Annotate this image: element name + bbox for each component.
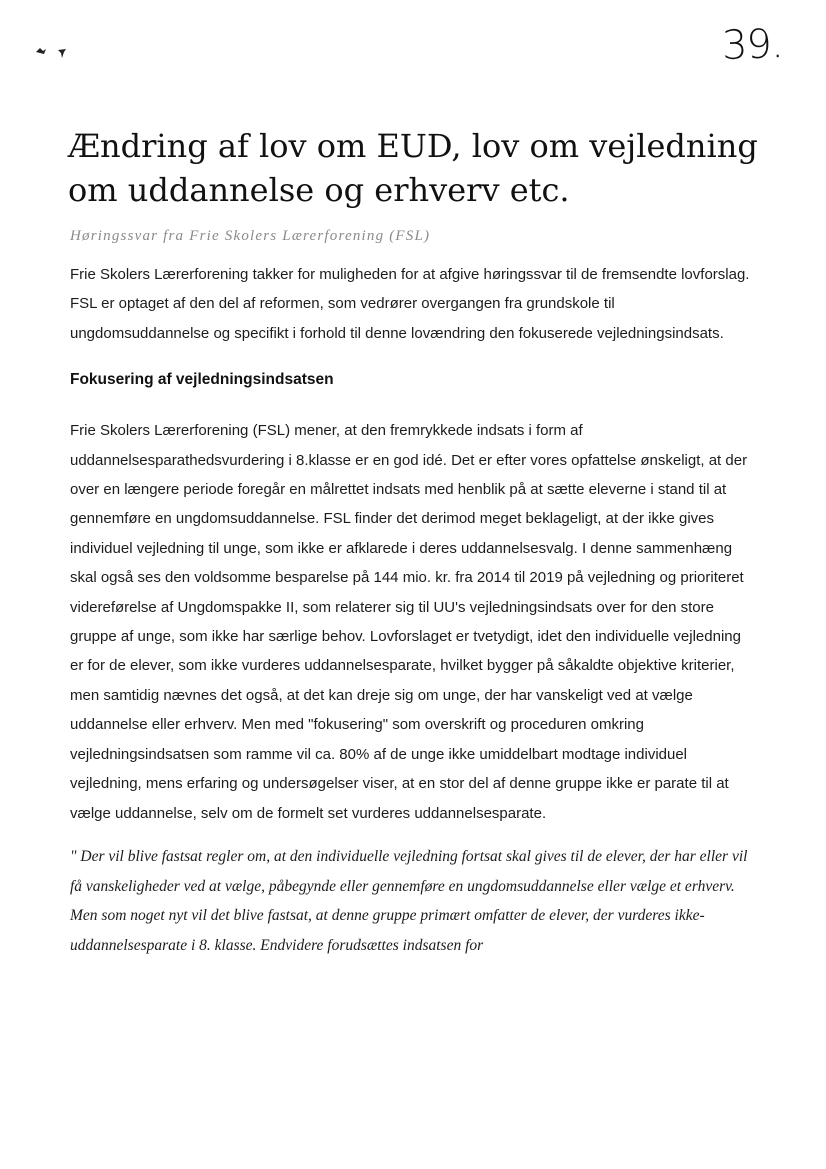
quote-paragraph: " Der vil blive fastsat regler om, at den individuelle vejledning fortsat skal gives til de elever, der har eller vil få vanskeligheder ved at vælge, påbegynde eller gennemføre en ungdomsuddannelse eller vælge et erhverv. Men som noget nyt vil det blive fastsat, at denne gruppe primært omfatter de elever, der vurderes ikke-uddannelsesparate i 8. klasse. Endvidere forudsættes indsatsen for [70, 847, 748, 954]
body-paragraph: Frie Skolers Lærerforening (FSL) mener, at den fremrykkede indsats i form af uddannelsesparathedsvurdering i 8.klasse er en god idé. Det er efter vores opfattelse ønskeligt, at der over en længere periode foregår en målrettet indsats med henblik på at sætte eleverne i stand til at gennemføre en ungdomsuddannelse. FSL finder det derimod meget beklageligt, at der ikke gives individuel vejledning til unge, som ikke er afklarede i deres uddannelsesvalg. I denne sammenhæng skal også ses den voldsomme besparelse på 144 mio. kr. fra 2014 til 2019 på vejledning og prioriteret videreførelse af Ungdomspakke II, som relaterer sig til UU's vejledningsindsats over for den store gruppe af unge, som ikke har særlige behov. Lovforslaget er tvetydigt, idet den individuelle vejledning er for de elever, som ikke vurderes uddannelsesparate, hvilket bygger på såkaldte objektive kriterier, men samtidig nævnes det også, at det kan dreje sig om unge, der har vanskeligt ved at vælge uddannelse eller erhverv. Men med "fokusering" som overskrift og proceduren omkring vejledningsindsatsen som ramme vil ca. 80% af de unge ikke umiddelbart modtage individuel vejledning, mens erfaring og undersøgelser viser, at en stor del af denne gruppe ikke er parate til at vælge uddannelse, selv om de formelt set vurderes uddannelsesparate. [70, 422, 748, 822]
page-number: 39. [721, 20, 784, 70]
document-title: Ændring af lov om EUD, lov om vejledning om uddannelse og erhverv etc. [68, 127, 758, 209]
section-heading: Fokusering af vejledningsindsatsen [70, 371, 334, 389]
scan-mark-icon [34, 42, 74, 62]
document-subtitle: Høringssvar fra Frie Skolers Lærerforening (FSL) [70, 228, 431, 244]
intro-paragraph: Frie Skolers Lærerforening takker for muligheden for at afgive høringssvar til de fremsendte lovforslag. FSL er optaget af den del af reformen, som vedrører overgangen fra grundskole til ungdomsuddannelse og specifikt i forhold til denne lovændring den fokuserede vejledningsindsats. [70, 266, 750, 342]
document-body [70, 260, 756, 960]
